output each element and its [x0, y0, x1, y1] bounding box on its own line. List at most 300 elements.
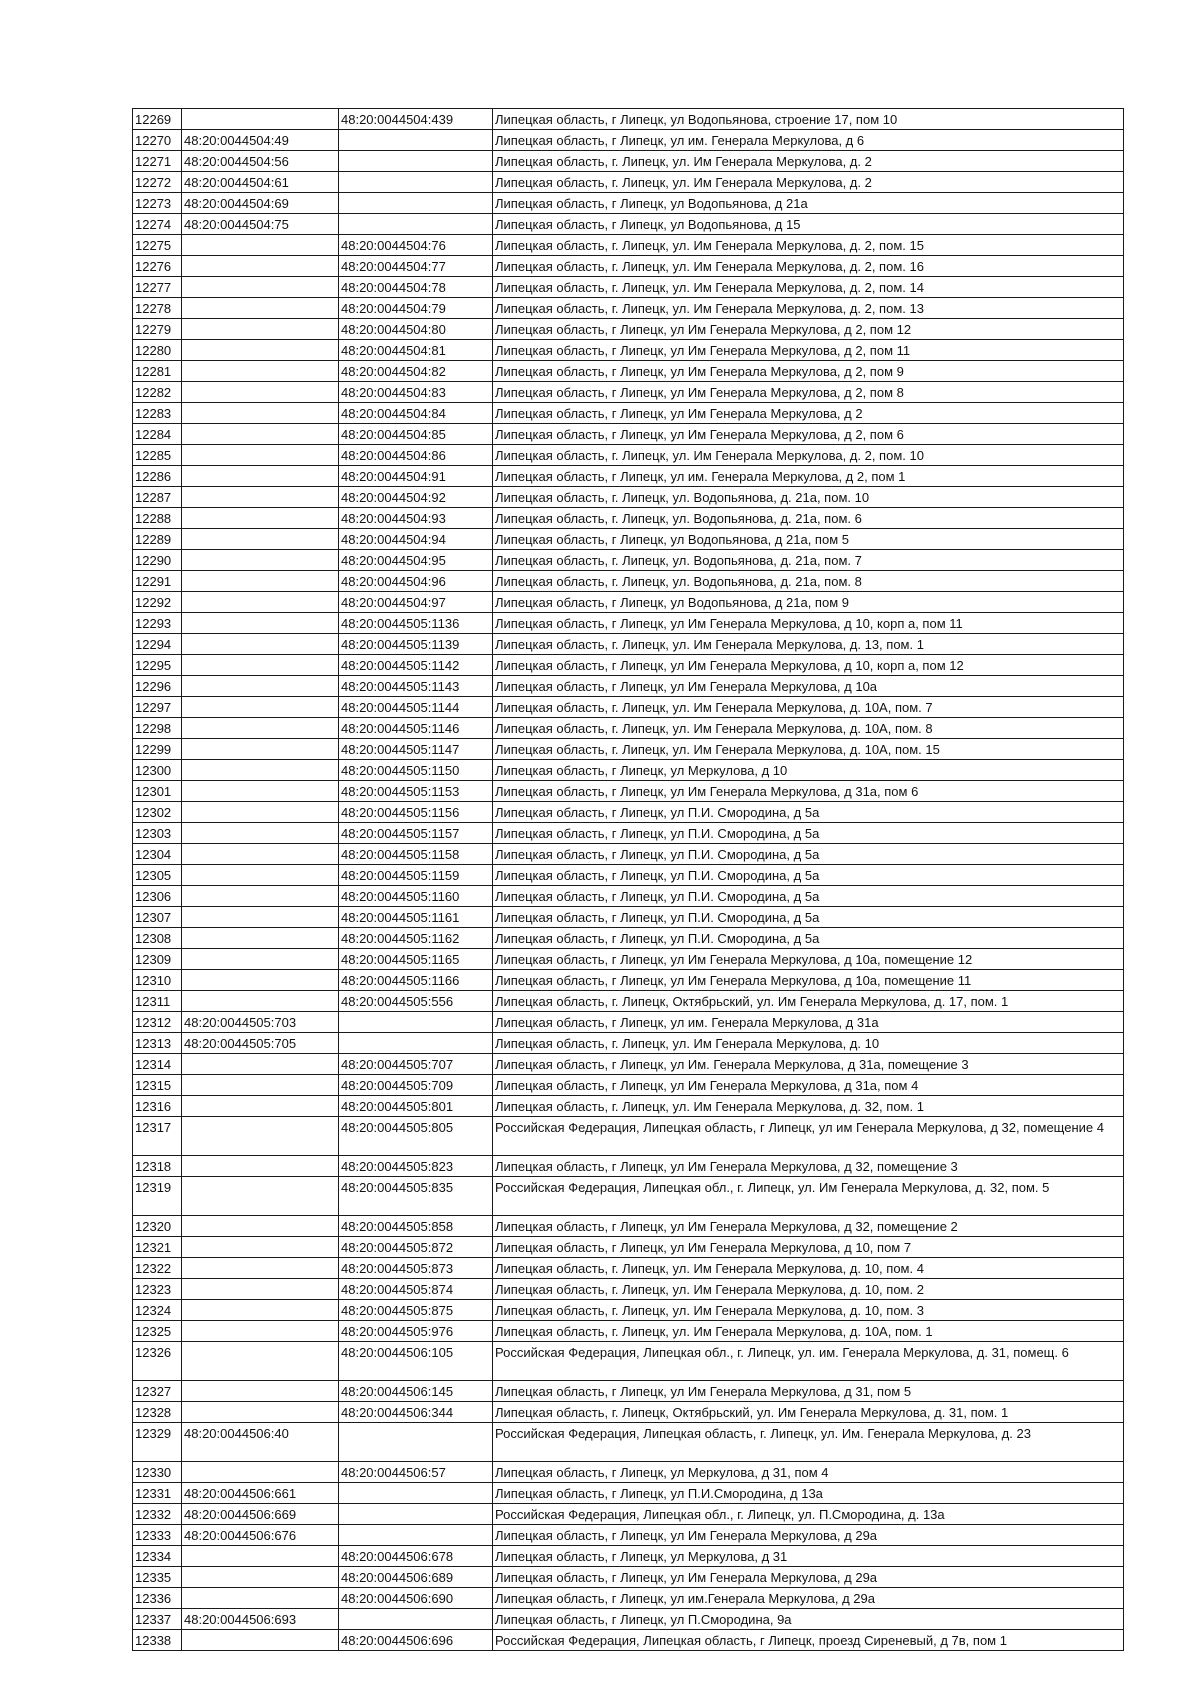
row-number-cell: 12328 [133, 1402, 182, 1423]
premises-number-cell: 48:20:0044505:1153 [339, 781, 493, 802]
row-number-cell: 12270 [133, 130, 182, 151]
table-row [133, 508, 1124, 529]
row-number-cell: 12300 [133, 760, 182, 781]
table-row [133, 634, 1124, 655]
table-row [133, 1075, 1124, 1096]
parcel-number-cell [182, 445, 339, 466]
table-row [133, 1381, 1124, 1402]
table-row [133, 403, 1124, 424]
table-row [133, 1342, 1124, 1381]
address-cell: Липецкая область, г Липецк, ул П.И. Смородина, д 5а [493, 823, 1124, 844]
row-number-cell: 12299 [133, 739, 182, 760]
address-cell: Липецкая область, г. Липецк, ул. Им Генерала Меркулова, д. 10А, пом. 7 [493, 697, 1124, 718]
premises-number-cell: 48:20:0044505:1161 [339, 907, 493, 928]
premises-number-cell: 48:20:0044506:57 [339, 1462, 493, 1483]
address-cell: Липецкая область, г. Липецк, ул. Им Генерала Меркулова, д. 2, пом. 16 [493, 256, 1124, 277]
row-number-cell: 12329 [133, 1423, 182, 1462]
premises-number-cell: 48:20:0044505:872 [339, 1237, 493, 1258]
parcel-number-cell [182, 1630, 339, 1651]
parcel-number-cell [182, 1342, 339, 1381]
address-cell: Липецкая область, г Липецк, ул Им Генерала Меркулова, д 10а, помещение 11 [493, 970, 1124, 991]
parcel-number-cell [182, 655, 339, 676]
row-number-cell: 12272 [133, 172, 182, 193]
address-cell: Липецкая область, г. Липецк, Октябрьский, ул. Им Генерала Меркулова, д. 17, пом. 1 [493, 991, 1124, 1012]
row-number-cell: 12312 [133, 1012, 182, 1033]
table-row [133, 1321, 1124, 1342]
premises-number-cell: 48:20:0044504:86 [339, 445, 493, 466]
table-row [133, 466, 1124, 487]
row-number-cell: 12286 [133, 466, 182, 487]
table-row [133, 529, 1124, 550]
premises-number-cell: 48:20:0044505:805 [339, 1117, 493, 1156]
parcel-number-cell [182, 361, 339, 382]
premises-number-cell: 48:20:0044505:1139 [339, 634, 493, 655]
table-row [133, 298, 1124, 319]
address-cell: Липецкая область, г Липецк, ул Им Генерала Меркулова, д 10, пом 7 [493, 1237, 1124, 1258]
address-cell: Липецкая область, г. Липецк, ул. Водопьянова, д. 21а, пом. 6 [493, 508, 1124, 529]
table-row [133, 1117, 1124, 1156]
parcel-number-cell: 48:20:0044504:49 [182, 130, 339, 151]
row-number-cell: 12285 [133, 445, 182, 466]
table-row [133, 571, 1124, 592]
table-row [133, 949, 1124, 970]
address-cell: Липецкая область, г. Липецк, ул. Им Генерала Меркулова, д. 10, пом. 3 [493, 1300, 1124, 1321]
address-cell: Липецкая область, г Липецк, ул Им Генерала Меркулова, д 2, пом 8 [493, 382, 1124, 403]
premises-number-cell: 48:20:0044504:81 [339, 340, 493, 361]
parcel-number-cell [182, 886, 339, 907]
premises-number-cell [339, 130, 493, 151]
premises-number-cell: 48:20:0044504:82 [339, 361, 493, 382]
parcel-number-cell [182, 760, 339, 781]
row-number-cell: 12298 [133, 718, 182, 739]
parcel-number-cell [182, 571, 339, 592]
address-cell: Липецкая область, г. Липецк, ул. Им Генерала Меркулова, д. 10А, пом. 15 [493, 739, 1124, 760]
row-number-cell: 12320 [133, 1216, 182, 1237]
table-row [133, 1630, 1124, 1651]
parcel-number-cell [182, 1567, 339, 1588]
row-number-cell: 12306 [133, 886, 182, 907]
table-row [133, 277, 1124, 298]
address-cell: Липецкая область, г Липецк, ул П.И.Смородина, д 13а [493, 1483, 1124, 1504]
premises-number-cell: 48:20:0044504:80 [339, 319, 493, 340]
address-cell: Липецкая область, г Липецк, ул П.И. Смородина, д 5а [493, 844, 1124, 865]
premises-number-cell: 48:20:0044505:858 [339, 1216, 493, 1237]
address-cell: Липецкая область, г. Липецк, Октябрьский, ул. Им Генерала Меркулова, д. 31, пом. 1 [493, 1402, 1124, 1423]
premises-number-cell: 48:20:0044504:77 [339, 256, 493, 277]
table-row [133, 424, 1124, 445]
address-cell: Липецкая область, г Липецк, ул Им Генерала Меркулова, д 2 [493, 403, 1124, 424]
table-row [133, 907, 1124, 928]
row-number-cell: 12324 [133, 1300, 182, 1321]
premises-number-cell: 48:20:0044504:84 [339, 403, 493, 424]
row-number-cell: 12304 [133, 844, 182, 865]
row-number-cell: 12290 [133, 550, 182, 571]
parcel-number-cell [182, 529, 339, 550]
parcel-number-cell [182, 739, 339, 760]
address-cell: Липецкая область, г Липецк, ул Им Генерала Меркулова, д 2, пом 9 [493, 361, 1124, 382]
registry-table [132, 108, 1124, 1651]
table-row [133, 172, 1124, 193]
row-number-cell: 12292 [133, 592, 182, 613]
parcel-number-cell: 48:20:0044504:56 [182, 151, 339, 172]
parcel-number-cell [182, 1117, 339, 1156]
parcel-number-cell [182, 781, 339, 802]
premises-number-cell: 48:20:0044506:344 [339, 1402, 493, 1423]
row-number-cell: 12288 [133, 508, 182, 529]
premises-number-cell: 48:20:0044504:79 [339, 298, 493, 319]
premises-number-cell: 48:20:0044505:1136 [339, 613, 493, 634]
parcel-number-cell [182, 424, 339, 445]
premises-number-cell: 48:20:0044505:1159 [339, 865, 493, 886]
row-number-cell: 12323 [133, 1279, 182, 1300]
address-cell: Липецкая область, г Липецк, ул Им Генерала Меркулова, д 10, корп а, пом 12 [493, 655, 1124, 676]
table-row [133, 1258, 1124, 1279]
table-row [133, 592, 1124, 613]
table-row [133, 1525, 1124, 1546]
parcel-number-cell [182, 1381, 339, 1402]
parcel-number-cell [182, 844, 339, 865]
table-row [133, 1423, 1124, 1462]
premises-number-cell [339, 1033, 493, 1054]
address-cell: Липецкая область, г Липецк, ул Им Генерала Меркулова, д 2, пом 11 [493, 340, 1124, 361]
row-number-cell: 12279 [133, 319, 182, 340]
parcel-number-cell [182, 1546, 339, 1567]
parcel-number-cell [182, 1216, 339, 1237]
premises-number-cell: 48:20:0044505:823 [339, 1156, 493, 1177]
parcel-number-cell [182, 613, 339, 634]
address-cell: Липецкая область, г. Липецк, ул. Им Генерала Меркулова, д. 32, пом. 1 [493, 1096, 1124, 1117]
row-number-cell: 12295 [133, 655, 182, 676]
table-row [133, 1279, 1124, 1300]
parcel-number-cell [182, 1402, 339, 1423]
premises-number-cell: 48:20:0044505:1166 [339, 970, 493, 991]
address-cell: Российская Федерация, Липецкая область, г. Липецк, ул. Им. Генерала Меркулова, д. 23 [493, 1423, 1124, 1462]
premises-number-cell [339, 1609, 493, 1630]
parcel-number-cell [182, 1237, 339, 1258]
table-row [133, 235, 1124, 256]
table-row [133, 760, 1124, 781]
premises-number-cell [339, 1012, 493, 1033]
row-number-cell: 12311 [133, 991, 182, 1012]
table-row [133, 613, 1124, 634]
row-number-cell: 12282 [133, 382, 182, 403]
premises-number-cell: 48:20:0044504:96 [339, 571, 493, 592]
address-cell: Липецкая область, г. Липецк, ул. Им Генерала Меркулова, д. 10А, пом. 1 [493, 1321, 1124, 1342]
parcel-number-cell [182, 1321, 339, 1342]
premises-number-cell: 48:20:0044505:976 [339, 1321, 493, 1342]
parcel-number-cell [182, 1462, 339, 1483]
premises-number-cell: 48:20:0044506:696 [339, 1630, 493, 1651]
row-number-cell: 12297 [133, 697, 182, 718]
table-row [133, 361, 1124, 382]
address-cell: Липецкая область, г Липецк, ул Им Генерала Меркулова, д 10, корп а, пом 11 [493, 613, 1124, 634]
row-number-cell: 12334 [133, 1546, 182, 1567]
row-number-cell: 12315 [133, 1075, 182, 1096]
address-cell: Липецкая область, г Липецк, ул Им Генерала Меркулова, д 10а [493, 676, 1124, 697]
row-number-cell: 12313 [133, 1033, 182, 1054]
address-cell: Липецкая область, г Липецк, ул Водопьянова, д 15 [493, 214, 1124, 235]
premises-number-cell: 48:20:0044505:1143 [339, 676, 493, 697]
premises-number-cell: 48:20:0044504:93 [339, 508, 493, 529]
address-cell: Липецкая область, г. Липецк, ул. Водопьянова, д. 21а, пом. 10 [493, 487, 1124, 508]
premises-number-cell: 48:20:0044505:707 [339, 1054, 493, 1075]
table-row [133, 1609, 1124, 1630]
address-cell: Липецкая область, г Липецк, ул Им Генерала Меркулова, д 2, пом 6 [493, 424, 1124, 445]
premises-number-cell: 48:20:0044505:874 [339, 1279, 493, 1300]
address-cell: Липецкая область, г. Липецк, ул. Им Генерала Меркулова, д. 2 [493, 151, 1124, 172]
premises-number-cell: 48:20:0044505:1156 [339, 802, 493, 823]
row-number-cell: 12280 [133, 340, 182, 361]
table-row [133, 445, 1124, 466]
parcel-number-cell [182, 1258, 339, 1279]
parcel-number-cell [182, 949, 339, 970]
address-cell: Российская Федерация, Липецкая область, г Липецк, ул им Генерала Меркулова, д 32, помещение 4 [493, 1117, 1124, 1156]
row-number-cell: 12318 [133, 1156, 182, 1177]
parcel-number-cell [182, 382, 339, 403]
address-cell: Липецкая область, г Липецк, ул Водопьянова, д 21а, пом 9 [493, 592, 1124, 613]
row-number-cell: 12314 [133, 1054, 182, 1075]
parcel-number-cell [182, 634, 339, 655]
address-cell: Липецкая область, г Липецк, ул Им Генерала Меркулова, д 31а, пом 6 [493, 781, 1124, 802]
table-row [133, 1177, 1124, 1216]
table-row [133, 1216, 1124, 1237]
parcel-number-cell [182, 970, 339, 991]
table-row [133, 151, 1124, 172]
premises-number-cell: 48:20:0044506:690 [339, 1588, 493, 1609]
parcel-number-cell [182, 865, 339, 886]
address-cell: Липецкая область, г Липецк, ул Меркулова, д 31 [493, 1546, 1124, 1567]
parcel-number-cell [182, 1177, 339, 1216]
premises-number-cell: 48:20:0044505:1146 [339, 718, 493, 739]
parcel-number-cell [182, 928, 339, 949]
row-number-cell: 12277 [133, 277, 182, 298]
premises-number-cell: 48:20:0044504:76 [339, 235, 493, 256]
parcel-number-cell [182, 277, 339, 298]
premises-number-cell: 48:20:0044506:145 [339, 1381, 493, 1402]
row-number-cell: 12326 [133, 1342, 182, 1381]
address-cell: Российская Федерация, Липецкая обл., г. Липецк, ул. им. Генерала Меркулова, д. 31, помещ. 6 [493, 1342, 1124, 1381]
parcel-number-cell [182, 1300, 339, 1321]
row-number-cell: 12294 [133, 634, 182, 655]
row-number-cell: 12296 [133, 676, 182, 697]
address-cell: Липецкая область, г Липецк, ул им. Генерала Меркулова, д 31а [493, 1012, 1124, 1033]
address-cell: Липецкая область, г. Липецк, ул. Им Генерала Меркулова, д. 10А, пом. 8 [493, 718, 1124, 739]
table-row [133, 1156, 1124, 1177]
row-number-cell: 12325 [133, 1321, 182, 1342]
row-number-cell: 12335 [133, 1567, 182, 1588]
address-cell: Липецкая область, г. Липецк, ул. Им Генерала Меркулова, д. 2, пом. 15 [493, 235, 1124, 256]
row-number-cell: 12316 [133, 1096, 182, 1117]
premises-number-cell [339, 1525, 493, 1546]
row-number-cell: 12281 [133, 361, 182, 382]
address-cell: Липецкая область, г Липецк, ул Меркулова, д 10 [493, 760, 1124, 781]
parcel-number-cell: 48:20:0044504:75 [182, 214, 339, 235]
premises-number-cell: 48:20:0044505:873 [339, 1258, 493, 1279]
row-number-cell: 12331 [133, 1483, 182, 1504]
row-number-cell: 12338 [133, 1630, 182, 1651]
table-row [133, 844, 1124, 865]
row-number-cell: 12275 [133, 235, 182, 256]
table-row [133, 1012, 1124, 1033]
premises-number-cell: 48:20:0044504:97 [339, 592, 493, 613]
address-cell: Липецкая область, г. Липецк, ул. Им Генерала Меркулова, д. 2, пом. 14 [493, 277, 1124, 298]
table-row [133, 1033, 1124, 1054]
address-cell: Липецкая область, г Липецк, ул П.И. Смородина, д 5а [493, 802, 1124, 823]
table-row [133, 550, 1124, 571]
premises-number-cell: 48:20:0044505:801 [339, 1096, 493, 1117]
premises-number-cell [339, 1423, 493, 1462]
premises-number-cell: 48:20:0044505:1160 [339, 886, 493, 907]
row-number-cell: 12308 [133, 928, 182, 949]
parcel-number-cell [182, 319, 339, 340]
row-number-cell: 12302 [133, 802, 182, 823]
row-number-cell: 12287 [133, 487, 182, 508]
table-row [133, 1546, 1124, 1567]
row-number-cell: 12278 [133, 298, 182, 319]
row-number-cell: 12273 [133, 193, 182, 214]
premises-number-cell [339, 1504, 493, 1525]
parcel-number-cell [182, 550, 339, 571]
row-number-cell: 12307 [133, 907, 182, 928]
row-number-cell: 12276 [133, 256, 182, 277]
parcel-number-cell [182, 1156, 339, 1177]
row-number-cell: 12283 [133, 403, 182, 424]
parcel-number-cell: 48:20:0044506:676 [182, 1525, 339, 1546]
row-number-cell: 12271 [133, 151, 182, 172]
row-number-cell: 12317 [133, 1117, 182, 1156]
premises-number-cell: 48:20:0044505:1150 [339, 760, 493, 781]
premises-number-cell: 48:20:0044505:709 [339, 1075, 493, 1096]
parcel-number-cell [182, 508, 339, 529]
table-row [133, 256, 1124, 277]
address-cell: Липецкая область, г Липецк, ул им. Генерала Меркулова, д 2, пом 1 [493, 466, 1124, 487]
parcel-number-cell [182, 1075, 339, 1096]
table-row [133, 1483, 1124, 1504]
premises-number-cell: 48:20:0044505:1142 [339, 655, 493, 676]
table-row [133, 1054, 1124, 1075]
table-row [133, 676, 1124, 697]
parcel-number-cell [182, 991, 339, 1012]
premises-number-cell [339, 214, 493, 235]
address-cell: Липецкая область, г Липецк, ул Водопьянова, д 21а [493, 193, 1124, 214]
premises-number-cell [339, 172, 493, 193]
parcel-number-cell [182, 256, 339, 277]
address-cell: Липецкая область, г Липецк, ул П.И. Смородина, д 5а [493, 907, 1124, 928]
parcel-number-cell: 48:20:0044506:669 [182, 1504, 339, 1525]
row-number-cell: 12336 [133, 1588, 182, 1609]
row-number-cell: 12293 [133, 613, 182, 634]
address-cell: Липецкая область, г Липецк, ул Им Генерала Меркулова, д 32, помещение 3 [493, 1156, 1124, 1177]
parcel-number-cell [182, 592, 339, 613]
table-row [133, 109, 1124, 130]
table-row [133, 1567, 1124, 1588]
parcel-number-cell [182, 823, 339, 844]
address-cell: Липецкая область, г Липецк, ул Им Генерала Меркулова, д 2, пом 12 [493, 319, 1124, 340]
address-cell: Липецкая область, г Липецк, ул Им Генерала Меркулова, д 10а, помещение 12 [493, 949, 1124, 970]
row-number-cell: 12332 [133, 1504, 182, 1525]
table-row [133, 865, 1124, 886]
row-number-cell: 12330 [133, 1462, 182, 1483]
table-row [133, 340, 1124, 361]
address-cell: Липецкая область, г Липецк, ул Им Генерала Меркулова, д 31а, пом 4 [493, 1075, 1124, 1096]
address-cell: Липецкая область, г. Липецк, ул. Им Генерала Меркулова, д. 10 [493, 1033, 1124, 1054]
address-cell: Липецкая область, г. Липецк, ул. Водопьянова, д. 21а, пом. 7 [493, 550, 1124, 571]
premises-number-cell: 48:20:0044505:835 [339, 1177, 493, 1216]
address-cell: Липецкая область, г. Липецк, ул. Им Генерала Меркулова, д. 2 [493, 172, 1124, 193]
row-number-cell: 12319 [133, 1177, 182, 1216]
parcel-number-cell [182, 109, 339, 130]
premises-number-cell: 48:20:0044506:689 [339, 1567, 493, 1588]
parcel-number-cell: 48:20:0044506:661 [182, 1483, 339, 1504]
table-row [133, 1300, 1124, 1321]
table-row [133, 214, 1124, 235]
parcel-number-cell [182, 340, 339, 361]
row-number-cell: 12291 [133, 571, 182, 592]
premises-number-cell: 48:20:0044505:1158 [339, 844, 493, 865]
premises-number-cell: 48:20:0044504:95 [339, 550, 493, 571]
parcel-number-cell [182, 235, 339, 256]
parcel-number-cell [182, 1096, 339, 1117]
address-cell: Липецкая область, г Липецк, ул П.И. Смородина, д 5а [493, 928, 1124, 949]
parcel-number-cell [182, 1588, 339, 1609]
table-row [133, 193, 1124, 214]
parcel-number-cell [182, 907, 339, 928]
premises-number-cell: 48:20:0044506:678 [339, 1546, 493, 1567]
table-row [133, 697, 1124, 718]
parcel-number-cell [182, 487, 339, 508]
table-row [133, 1588, 1124, 1609]
table-row [133, 718, 1124, 739]
parcel-number-cell [182, 298, 339, 319]
address-cell: Липецкая область, г Липецк, ул Им Генерала Меркулова, д 29а [493, 1525, 1124, 1546]
address-cell: Липецкая область, г Липецк, ул Водопьянова, строение 17, пом 10 [493, 109, 1124, 130]
premises-number-cell [339, 193, 493, 214]
row-number-cell: 12310 [133, 970, 182, 991]
premises-number-cell: 48:20:0044504:83 [339, 382, 493, 403]
premises-number-cell [339, 151, 493, 172]
table-row [133, 487, 1124, 508]
row-number-cell: 12327 [133, 1381, 182, 1402]
parcel-number-cell: 48:20:0044504:61 [182, 172, 339, 193]
premises-number-cell [339, 1483, 493, 1504]
table-row [133, 382, 1124, 403]
address-cell: Липецкая область, г Липецк, ул П.И. Смородина, д 5а [493, 886, 1124, 907]
table-row [133, 1096, 1124, 1117]
parcel-number-cell [182, 466, 339, 487]
row-number-cell: 12321 [133, 1237, 182, 1258]
row-number-cell: 12303 [133, 823, 182, 844]
address-cell: Липецкая область, г Липецк, ул Им Генерала Меркулова, д 31, пом 5 [493, 1381, 1124, 1402]
address-cell: Липецкая область, г Липецк, ул им.Генерала Меркулова, д 29а [493, 1588, 1124, 1609]
address-cell: Липецкая область, г Липецк, ул П.И. Смородина, д 5а [493, 865, 1124, 886]
premises-number-cell: 48:20:0044506:105 [339, 1342, 493, 1381]
row-number-cell: 12309 [133, 949, 182, 970]
premises-number-cell: 48:20:0044505:1157 [339, 823, 493, 844]
row-number-cell: 12322 [133, 1258, 182, 1279]
table-row [133, 991, 1124, 1012]
parcel-number-cell: 48:20:0044506:693 [182, 1609, 339, 1630]
address-cell: Липецкая область, г Липецк, ул Им Генерала Меркулова, д 32, помещение 2 [493, 1216, 1124, 1237]
address-cell: Липецкая область, г. Липецк, ул. Им Генерала Меркулова, д. 13, пом. 1 [493, 634, 1124, 655]
premises-number-cell: 48:20:0044505:556 [339, 991, 493, 1012]
parcel-number-cell [182, 1279, 339, 1300]
address-cell: Российская Федерация, Липецкая обл., г. Липецк, ул. Им Генерала Меркулова, д. 32, пом. 5 [493, 1177, 1124, 1216]
address-cell: Липецкая область, г Липецк, ул Меркулова, д 31, пом 4 [493, 1462, 1124, 1483]
premises-number-cell: 48:20:0044504:85 [339, 424, 493, 445]
row-number-cell: 12301 [133, 781, 182, 802]
premises-number-cell: 48:20:0044504:91 [339, 466, 493, 487]
row-number-cell: 12333 [133, 1525, 182, 1546]
